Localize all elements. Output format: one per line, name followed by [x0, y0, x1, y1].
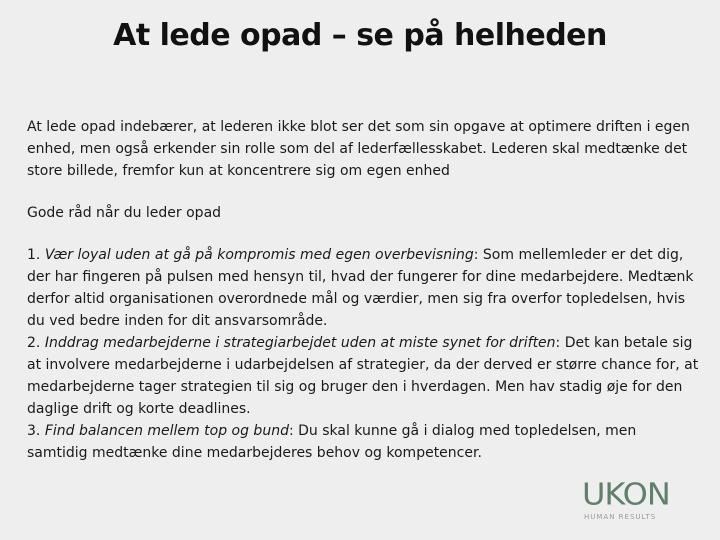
advice-number: 3.	[27, 423, 41, 439]
advice-number: 1.	[27, 247, 41, 263]
logo-wordmark: UKON	[582, 476, 670, 513]
slide-body	[27, 116, 699, 464]
ukon-logo	[582, 476, 682, 521]
advice-item	[27, 332, 699, 420]
advice-item	[27, 244, 699, 332]
advice-title: Find balancen mellem top og bund	[44, 423, 289, 439]
advice-text: : Som mellemleder er det dig, der har fingeren på pulsen med hensyn til, hvad der fungerer for dine medarbejdere. Medtænk derfor altid organisationen overordnede mål og værdier, men sig fra overfor topledelsen, hvis du ved bedre inden for dit ansvarsområde.	[27, 247, 694, 329]
advice-number: 2.	[27, 335, 41, 351]
advice-list	[27, 244, 699, 464]
slide-title: At lede opad – se på helheden	[113, 18, 607, 53]
advice-text: : Du skal kunne gå i dialog med topledelsen, men samtidig medtænke dine medarbejderes behov og kompetencer.	[27, 423, 637, 461]
advice-title: Vær loyal uden at gå på kompromis med egen overbevisning	[44, 247, 474, 263]
advice-item	[27, 420, 699, 464]
advice-heading: Gode råd når du leder opad	[27, 205, 222, 221]
intro-paragraph: At lede opad indebærer, at lederen ikke blot ser det som sin opgave at optimere driften i egen enhed, men også erkender sin rolle som del af lederfællesskabet. Lederen skal medtænke det store billede, fremfor kun at koncentrere sig om egen enhed	[27, 119, 690, 179]
advice-title: Inddrag medarbejderne i strategiarbejdet uden at miste synet for driften	[44, 335, 556, 351]
logo-tagline: HUMAN RESULTS	[584, 513, 657, 521]
advice-text: : Det kan betale sig at involvere medarbejderne i udarbejdelsen af strategier, da der derved er større chance for, at medarbejderne tager strategien til sig og bruger den i hverdagen. Men hav stadig øje for den daglige drift og korte deadlines.	[27, 335, 699, 417]
